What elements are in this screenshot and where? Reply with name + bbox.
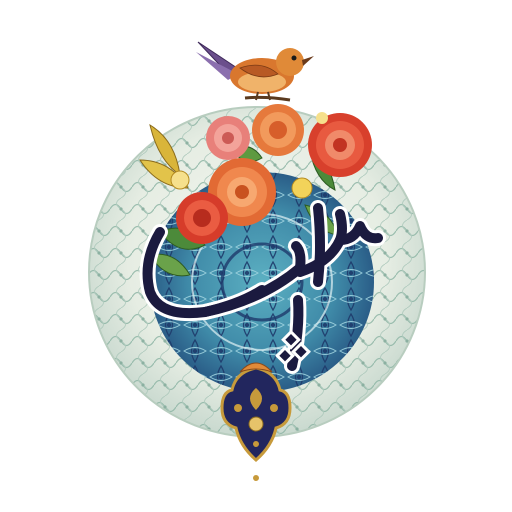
bird-icon <box>196 42 314 100</box>
rose-pink <box>206 116 250 160</box>
rose-red <box>308 113 372 177</box>
rose-red-left <box>176 192 228 244</box>
rose-orange-top <box>252 104 304 156</box>
